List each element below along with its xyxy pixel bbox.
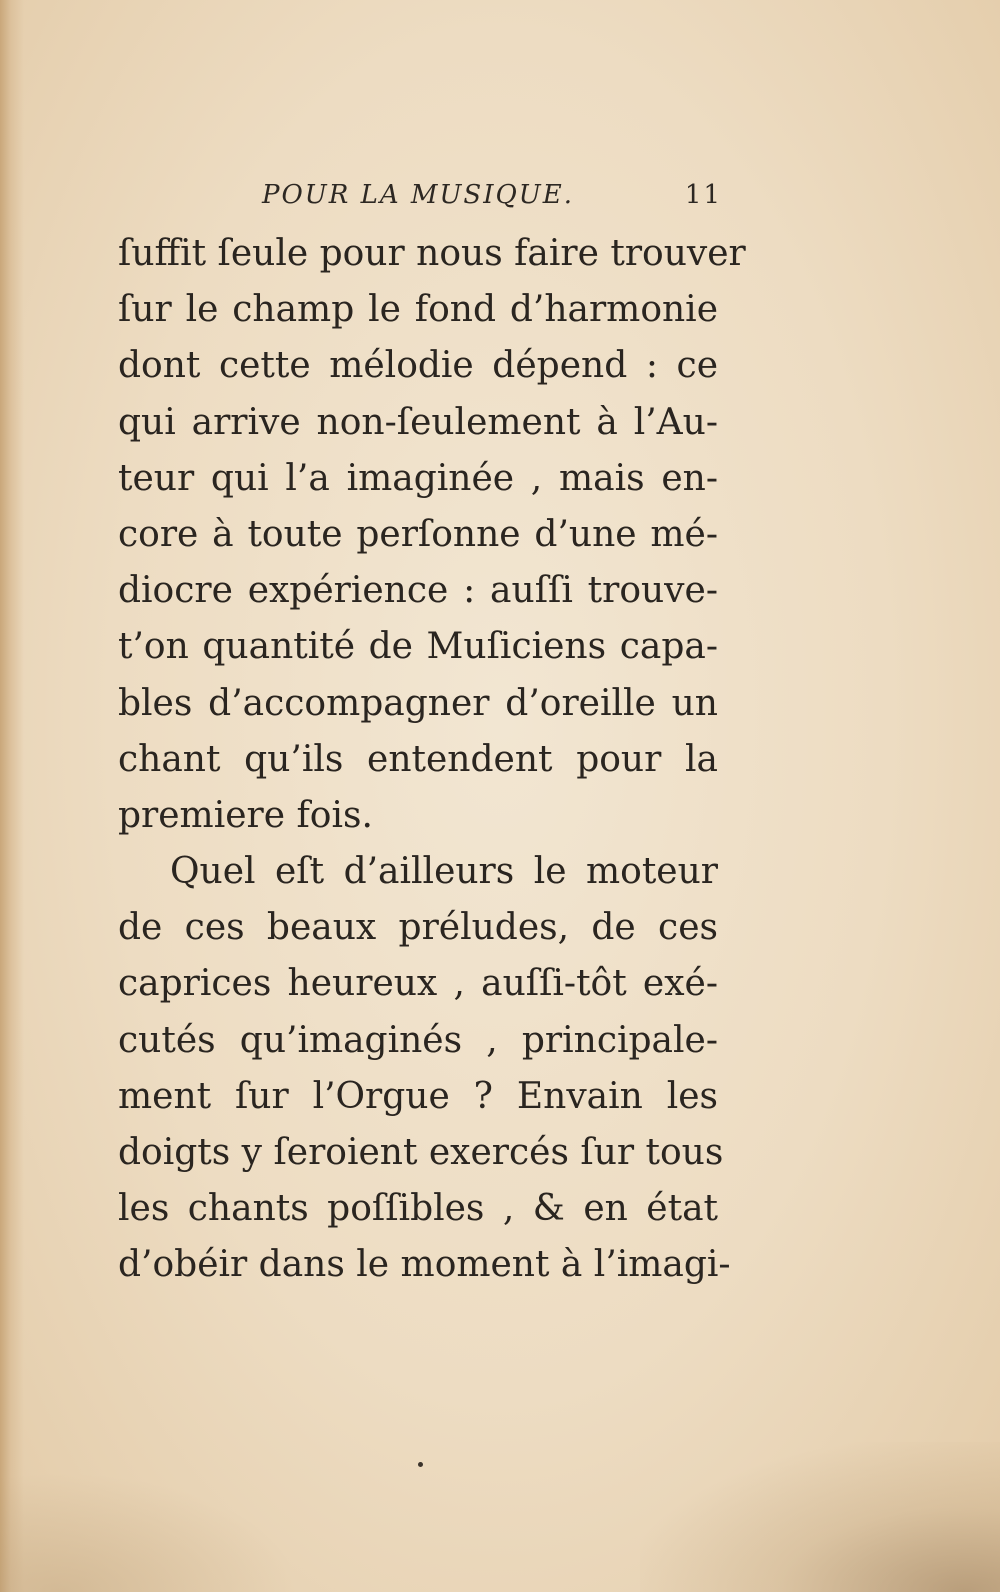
text-line: Quel eſt d’ailleurs le moteur xyxy=(170,851,718,893)
text-line: qui arrive non-ſeulement à l’Au- xyxy=(118,401,718,443)
text-line: diocre expérience : auſſi trouve- xyxy=(118,570,718,612)
body-text xyxy=(118,226,746,1294)
text-line: core à toute perſonne d’une mé- xyxy=(118,513,718,555)
text-line: teur qui l’a imaginée , mais en- xyxy=(118,457,718,499)
text-line: de ces beaux préludes, de ces xyxy=(118,907,718,949)
text-line: cutés qu’imaginés , principale- xyxy=(118,1019,718,1061)
page-number: 11 xyxy=(684,180,722,210)
text-line: les chants poſſibles , & en état xyxy=(118,1188,718,1230)
page-edge-shadow xyxy=(0,0,24,1592)
running-title: POUR LA MUSIQUE. xyxy=(262,180,574,210)
text-line: t’on quantité de Muſiciens capa- xyxy=(118,626,718,668)
text-line: premiere fois. xyxy=(118,794,373,836)
text-line: dont cette mélodie dépend : ce xyxy=(118,345,718,387)
text-line: chant qu’ils entendent pour la xyxy=(118,738,718,780)
text-line: ſuffit ſeule pour nous faire trouver xyxy=(118,233,746,274)
page-header xyxy=(262,180,722,220)
text-line: doigts y ſeroient exercés ſur tous xyxy=(118,1132,724,1173)
text-line: d’obéir dans le moment à l’imagi- xyxy=(118,1244,731,1286)
ink-speck xyxy=(418,1462,423,1467)
text-line: ſur le champ le fond d’harmonie xyxy=(118,289,718,331)
paper-stain-left xyxy=(0,1472,300,1592)
text-line: bles d’accompagner d’oreille un xyxy=(118,682,718,724)
paper-stain xyxy=(640,1442,1000,1592)
text-line: ment ſur l’Orgue ? Envain les xyxy=(118,1075,718,1117)
text-line: caprices heureux , auſſi-tôt exé- xyxy=(118,963,718,1005)
